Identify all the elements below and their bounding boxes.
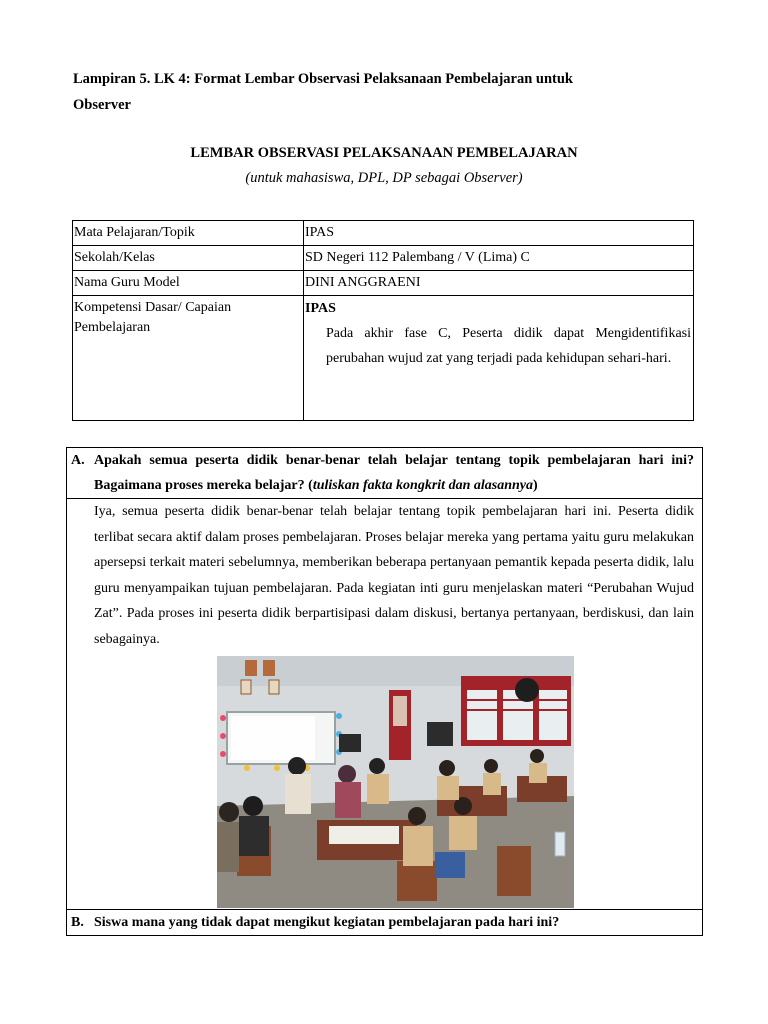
info-value: DINI ANGGRAENI <box>304 271 694 296</box>
document-title: LEMBAR OBSERVASI PELAKSANAAN PEMBELAJARAN <box>190 145 578 161</box>
question-a <box>67 448 702 498</box>
answer-a-text: Iya, semua peserta didik benar-benar telah belajar tentang topik pembelajaran hari ini. Peserta didik terlibat secara aktif dalam proses pembelajaran. Proses belajar mereka yang pertama yaitu guru melakukan apersepsi terkait materi sebelumnya, memberikan beberapa pertanyaan pemantik kepada peserta didik, lalu guru menyampaikan tujuan pembelajaran. Pada kegiatan inti guru menjelaskan materi “Perubahan Wujud Zat”. Pada proses ini peserta didik berpartisipasi dalam diskusi, bertanya pertanyaan, berdiskusi, dan lain sebagainya. <box>94 504 694 647</box>
info-value: SD Negeri 112 Palembang / V (Lima) C <box>304 246 694 271</box>
kd-label-line2: Pembelajaran <box>74 320 151 335</box>
info-table <box>72 220 694 421</box>
info-row <box>73 246 694 271</box>
info-value: IPAS <box>304 221 694 246</box>
document-subtitle: (untuk mahasiswa, DPL, DP sebagai Observer) <box>245 170 523 186</box>
kd-label-line1: Kompetensi Dasar/ Capaian <box>74 300 232 315</box>
info-row <box>73 221 694 246</box>
answer-a-row <box>67 499 703 910</box>
question-b-letter: B. <box>71 915 84 930</box>
kd-subject: IPAS <box>305 301 336 316</box>
question-a-row <box>67 448 703 499</box>
kd-row <box>73 296 694 421</box>
kd-label <box>73 296 304 421</box>
question-a-main: Apakah semua peserta didik benar-benar telah belajar tentang topik pembelajaran hari ini? Bagaimana proses mereka belajar? ( <box>94 453 694 493</box>
appendix-heading-line2: Observer <box>73 97 131 113</box>
kd-value <box>304 296 694 421</box>
question-a-cell <box>67 448 703 499</box>
classroom-photo <box>217 656 574 908</box>
question-a-letter: A. <box>71 453 85 468</box>
question-b-row <box>67 910 703 936</box>
info-row <box>73 271 694 296</box>
question-a-close: ) <box>532 478 538 493</box>
info-label: Sekolah/Kelas <box>73 246 304 271</box>
info-label: Mata Pelajaran/Topik <box>73 221 304 246</box>
question-a-text <box>94 448 694 498</box>
question-a-hint: tuliskan fakta kongkrit dan alasannya <box>312 478 533 493</box>
question-b-cell <box>67 910 703 936</box>
question-b <box>67 910 702 935</box>
question-b-text: Siswa mana yang tidak dapat mengikut kegiatan pembelajaran pada hari ini? <box>94 915 560 930</box>
appendix-heading-line1: Lampiran 5. LK 4: Format Lembar Observasi Pelaksanaan Pembelajaran untuk <box>73 71 573 87</box>
appendix-heading <box>73 66 673 118</box>
photo-container <box>67 652 702 909</box>
kd-description: Pada akhir fase C, Peserta didik dapat Mengidentifikasi perubahan wujud zat yang terjadi pada kehidupan sehari-hari. <box>326 326 691 366</box>
answer-a-cell <box>67 499 703 910</box>
observation-table <box>66 447 703 936</box>
info-label: Nama Guru Model <box>73 271 304 296</box>
